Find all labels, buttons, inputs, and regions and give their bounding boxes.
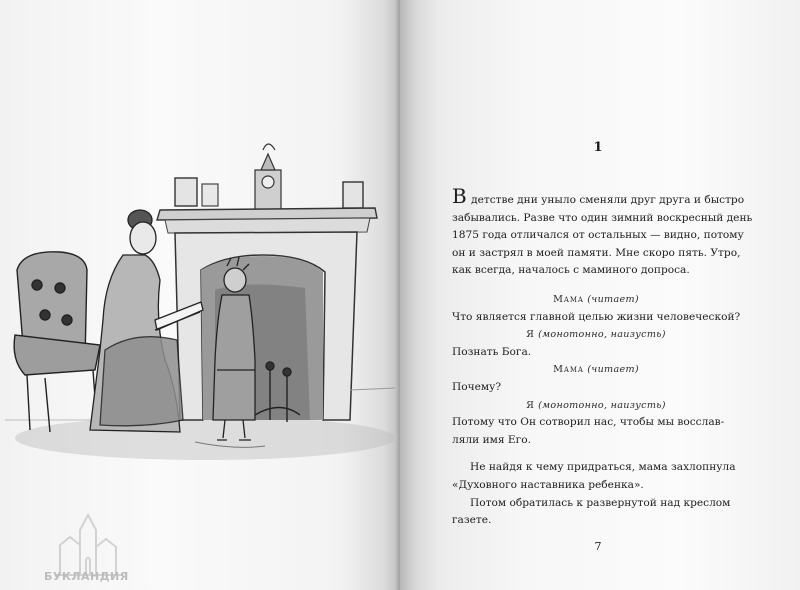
dialogue-line: Что является главной целью жизни человеческой? [452,310,741,323]
dialogue-line: Потому что Он сотворил нас, чтобы мы восслав- [452,416,725,429]
opening-line-2: забывались. Разве что один зимний воскресный день [452,211,753,224]
opening-line-1: В детстве дни уныло сменяли друг друга и быстро [452,184,745,208]
paragraph-line: Потом обратилась к развернутой над креслом [470,496,731,509]
opening-line-3: 1875 года отличался от остальных — видно, потому [452,229,744,242]
mother-daughter-fireplace-illustration [5,120,395,500]
spacer [452,280,740,291]
dialogue-line: Познать Бога. [452,345,532,358]
dialogue-line: Почему? [452,380,502,393]
paragraph-line: газете. [452,514,492,527]
opening-line-4: он и застрял в моей памяти. Мне скоро пять. Утро, [452,246,741,259]
speaker-cue-ya-1: Я (монотонно, наизусть) [526,329,666,341]
paragraph-line: «Духовного наставника ребенка». [452,478,644,491]
watermark-label: БУКЛАНДИЯ [44,570,129,583]
speaker-cue-ya-2: Я (монотонно, наизусть) [526,399,666,411]
chapter-number: 1 [593,140,603,155]
opening-line-5: как всегда, началось с маминого допроса. [452,264,690,277]
chapter-text [452,184,753,530]
speaker-cue-mama-1: Мама (читает) [553,293,639,305]
mantel-clock-icon [255,144,281,210]
paragraph-line: Не найдя к чему придраться, мама захлопнула [470,461,736,474]
speaker-cue-mama-2: Мама (читает) [553,364,639,376]
dialogue-line: ляли имя Его. [452,433,531,446]
armchair-icon [14,252,100,432]
dropcap: В [452,184,467,208]
page-number: 7 [594,540,602,553]
spacer [452,449,740,459]
